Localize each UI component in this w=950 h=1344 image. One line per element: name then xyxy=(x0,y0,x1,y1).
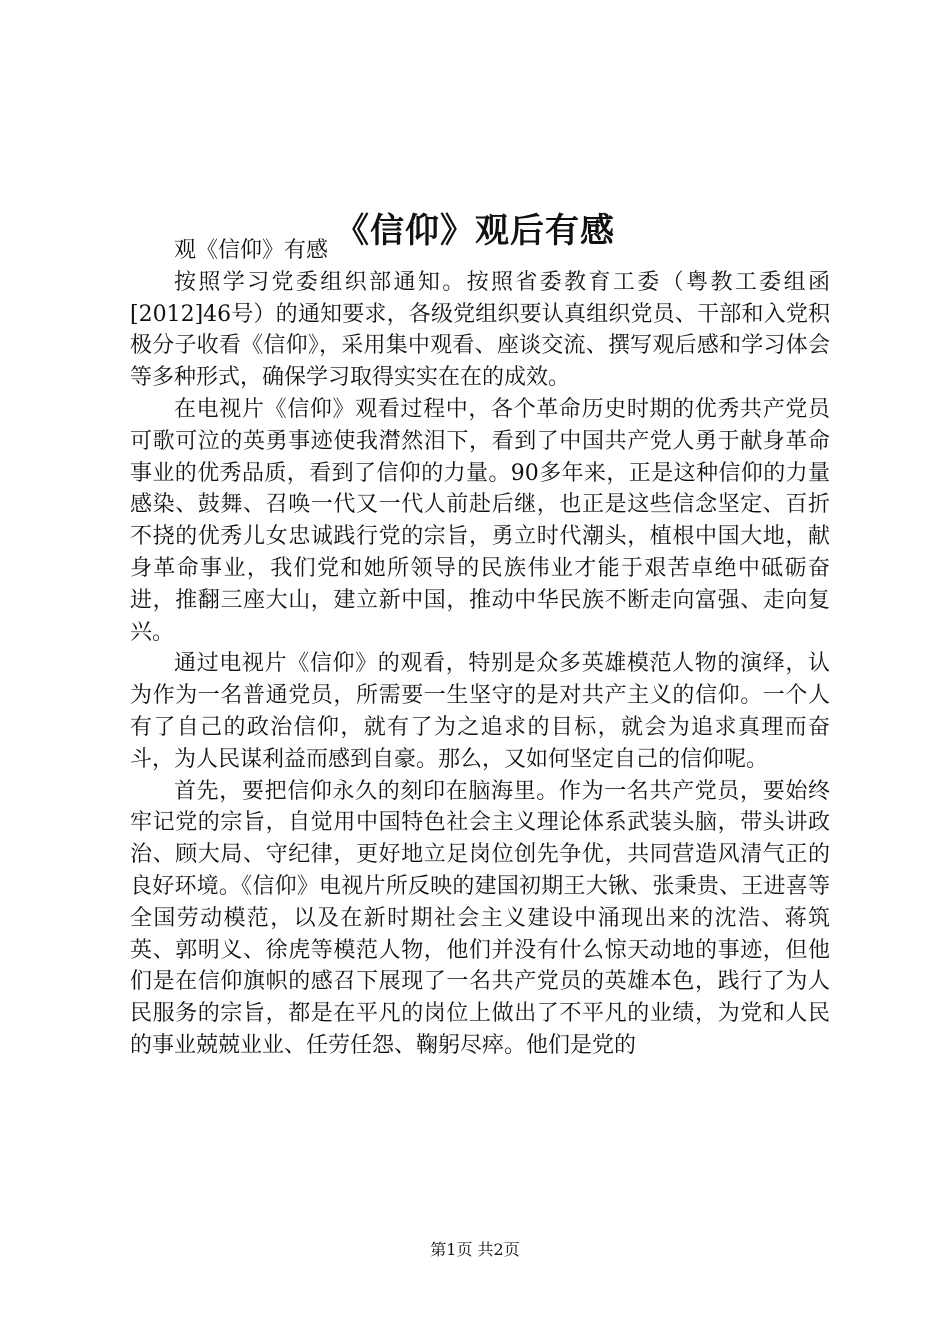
paragraph: 通过电视片《信仰》的观看，特别是众多英雄模范人物的演绎，认为作为一名普通党员，所需要一生坚守的是对共产主义的信仰。一个人有了自己的政治信仰，就有了为之追求的目标，就会为追求真理而奋斗，为人民谋利益而感到自豪。那么，又如何坚定自己的信仰呢。 xyxy=(130,651,830,772)
paragraph: 按照学习党委组织部通知。按照省委教育工委（粤教工委组函[2012]46号）的通知要求，各级党组织要认真组织党员、干部和入党积极分子收看《信仰》，采用集中观看、座谈交流、撰写观后感和学习体会等多种形式，确保学习取得实实在在的成效。 xyxy=(130,269,830,391)
document-body xyxy=(130,235,830,1062)
paragraph: 首先，要把信仰永久的刻印在脑海里。作为一名共产党员，要始终牢记党的宗旨，自觉用中国特色社会主义理论体系武装头脑，带头讲政治、顾大局、守纪律，更好地立足岗位创先争优，共同营造风清气正的良好环境。《信仰》电视片所反映的建国初期王大锹、张秉贵、王进喜等全国劳动模范，以及在新时期社会主义建设中涌现出来的沈浩、蒋筑英、郭明义、徐虎等模范人物，他们并没有什么惊天动地的事迹，但他们是在信仰旗帜的感召下展现了一名共产党员的英雄本色，践行了为人民服务的宗旨，都是在平凡的岗位上做出了不平凡的业绩，为党和人民的事业兢兢业业、任劳任怨、鞠躬尽瘁。他们是党的 xyxy=(130,778,830,1058)
paragraph-subtitle: 观《信仰》有感 xyxy=(174,238,329,263)
paragraph: 在电视片《信仰》观看过程中，各个革命历史时期的优秀共产党员可歌可泣的英勇事迹使我潸然泪下，看到了中国共产党人勇于献身革命事业的优秀品质，看到了信仰的力量。90多年来，正是这种信仰的力量感染、鼓舞、召唤一代又一代人前赴后继，也正是这些信念坚定、百折不挠的优秀儿女忠诚践行党的宗旨，勇立时代潮头，植根中国大地，献身革命事业，我们党和她所领导的民族伟业才能于艰苦卓绝中砥砺奋进，推翻三座大山，建立新中国，推动中华民族不断走向富强、走向复兴。 xyxy=(130,396,830,645)
document-title: 《信仰》观后有感 xyxy=(335,210,615,251)
page-footer: 第1页 共2页 xyxy=(430,1240,520,1259)
